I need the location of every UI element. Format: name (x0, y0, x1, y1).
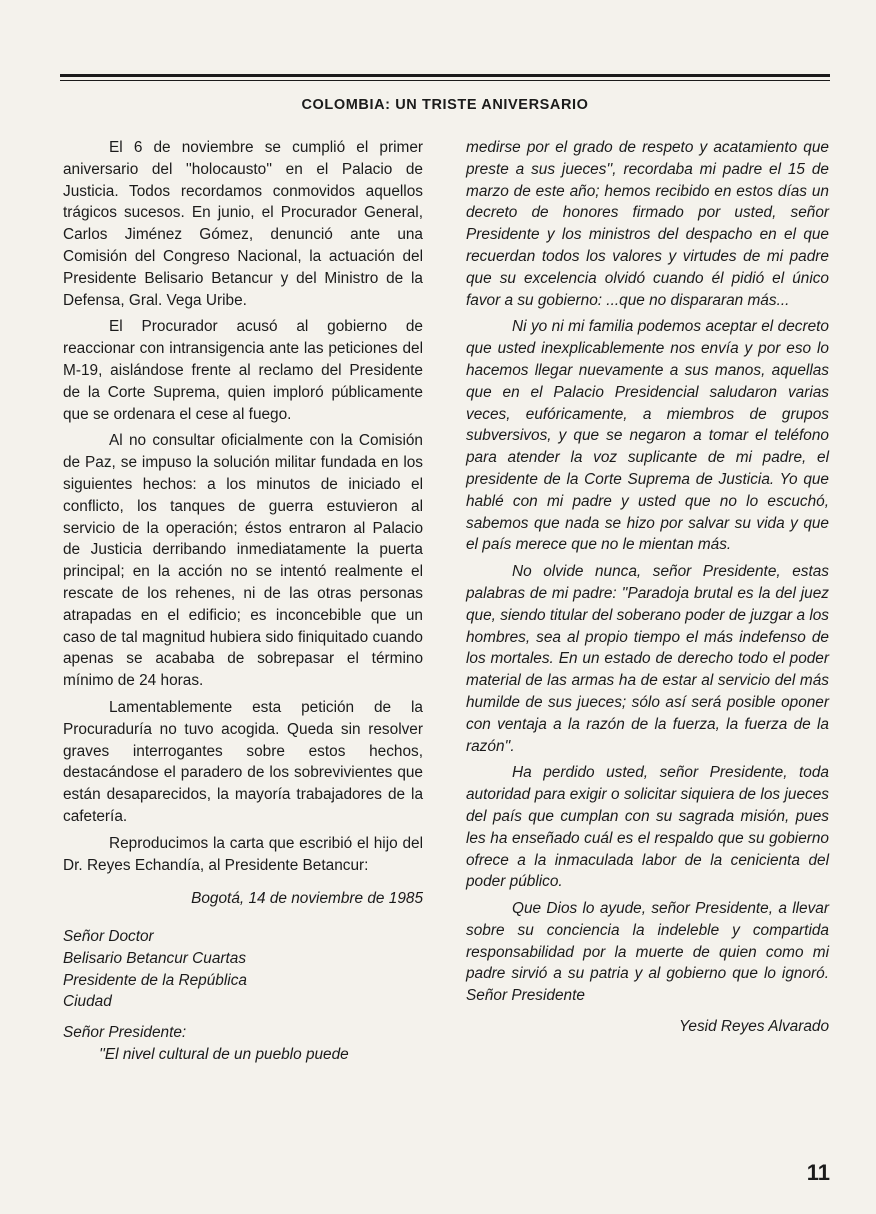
paragraph: Ni yo ni mi familia podemos aceptar el decreto que usted inexplicablemente nos envía y por eso lo hacemos llegar nuevamente a sus manos, aquellas que en el Palacio Presidencial saludaron varias veces, eufóricamente, a miembros de grupos subversivos, y que se negaron a tomar el teléfono para atender la voz suplicante de mi padre, el presidente de la Corte Suprema de Justicia. Yo que hablé con mi padre y usted que no lo escuchó, sabemos que nada se hizo por salvar su vida y que el país merece que no le mientan más. (466, 318, 829, 554)
paragraph: Que Dios lo ayude, señor Presidente, a llevar sobre su conciencia la indeleble y compartida responsabilidad por la muerte de quien como mi padre sirvió a su patria y al gobierno que lo ignoró. Señor Presidente (466, 900, 829, 1005)
top-rule-thin (60, 80, 830, 81)
page-number: 11 (806, 1160, 830, 1185)
address-line: Presidente de la República (63, 971, 247, 989)
paragraph: Al no consultar oficialmente con la Comisión de Paz, se impuso la solución militar fundada en los siguientes hechos: a los minutos de iniciado el conflicto, los tanques de guerra estuvieron al servicio de la operación; éstos entraron al Palacio de Justicia derribando inmediatamente la puerta principal; en la acción no se intentó realmente el rescate de los rehenes, ni de las otras personas atrapadas en el edificio; es inconcebible que un caso de tal magnitud hubiera sido finiquitado cuando apenas se acababa de sobrepasar el término mínimo de 24 horas. (63, 432, 423, 690)
paragraph: Reproducimos la carta que escribió el hijo del Dr. Reyes Echandía, al Presidente Betancur: (63, 834, 423, 874)
address-line: Ciudad (63, 993, 112, 1011)
paragraph: medirse por el grado de respeto y acatamiento que preste a sus jueces'', recordaba mi padre el 15 de marzo de este año; hemos recibido en estos días un decreto de honores firmado por usted, señor Presidente y los ministros del despacho en el que recuerdan todos los valores y virtudes de mi padre que su excelencia olvidó cuando él pidió el único favor a su gobierno: ...que no dispararan más... (466, 139, 829, 309)
letter-quote-start: ''El nivel cultural de un pueblo puede (99, 1046, 349, 1064)
address-line: Señor Doctor (63, 928, 154, 946)
right-column (466, 137, 829, 1038)
paragraph: El Procurador acusó al gobierno de reaccionar con intransigencia ante las peticiones del M-19, aislándose frente al reclamo del Presidente de la Corte Suprema, quien imploró públicamente que se ordenara el cese al fuego. (63, 318, 423, 423)
address-line: Belisario Betancur Cuartas (63, 949, 247, 967)
left-column (63, 137, 423, 1066)
letter-salutation: Señor Presidente: (63, 1024, 187, 1042)
letter-address (63, 926, 423, 1013)
paragraph: Lamentablemente esta petición de la Procuraduría no tuvo acogida. Queda sin resolver graves interrogantes sobre estos hechos, destacándose el paradero de los sobrevivientes que están desaparecidos, la mayoría trabajadores de la cafetería. (63, 698, 423, 825)
paragraph: Ha perdido usted, señor Presidente, toda autoridad para exigir o solicitar siquiera de los jueces del país que cumplan con su sagrada misión, pues les ha enseñado cuál es el respaldo que su gobierno ofrece a la inmaculada labor de la cenicienta del poder público. (466, 764, 829, 891)
paragraph: No olvide nunca, señor Presidente, estas palabras de mi padre: ''Paradoja brutal es la del juez que, siendo titular del soberano poder de juzgar a los hombres, sea al propio tiempo el más indefenso de los mortales. En un estado de derecho todo el poder material de las armas ha de estar al servicio del más humilde de sus jueces; sólo así será posible oponer con ventaja a la razón de la fuerza, la fuerza de la razón''. (466, 563, 829, 755)
top-rule-thick (60, 74, 830, 77)
letter-dateline: Bogotá, 14 de noviembre de 1985 (191, 890, 423, 908)
article-title: COLOMBIA: UN TRISTE ANIVERSARIO (301, 97, 589, 113)
letter-signature: Yesid Reyes Alvarado (679, 1018, 829, 1036)
paragraph: El 6 de noviembre se cumplió el primer aniversario del ''holocausto'' en el Palacio de Justicia. Todos recordamos conmovidos aquellos trágicos sucesos. En junio, el Procurador General, Carlos Jiménez Gómez, denunció ante una Comisión del Congreso Nacional, la actuación del Presidente Belisario Betancur y del Ministro de la Defensa, Gral. Vega Uribe. (63, 139, 423, 309)
